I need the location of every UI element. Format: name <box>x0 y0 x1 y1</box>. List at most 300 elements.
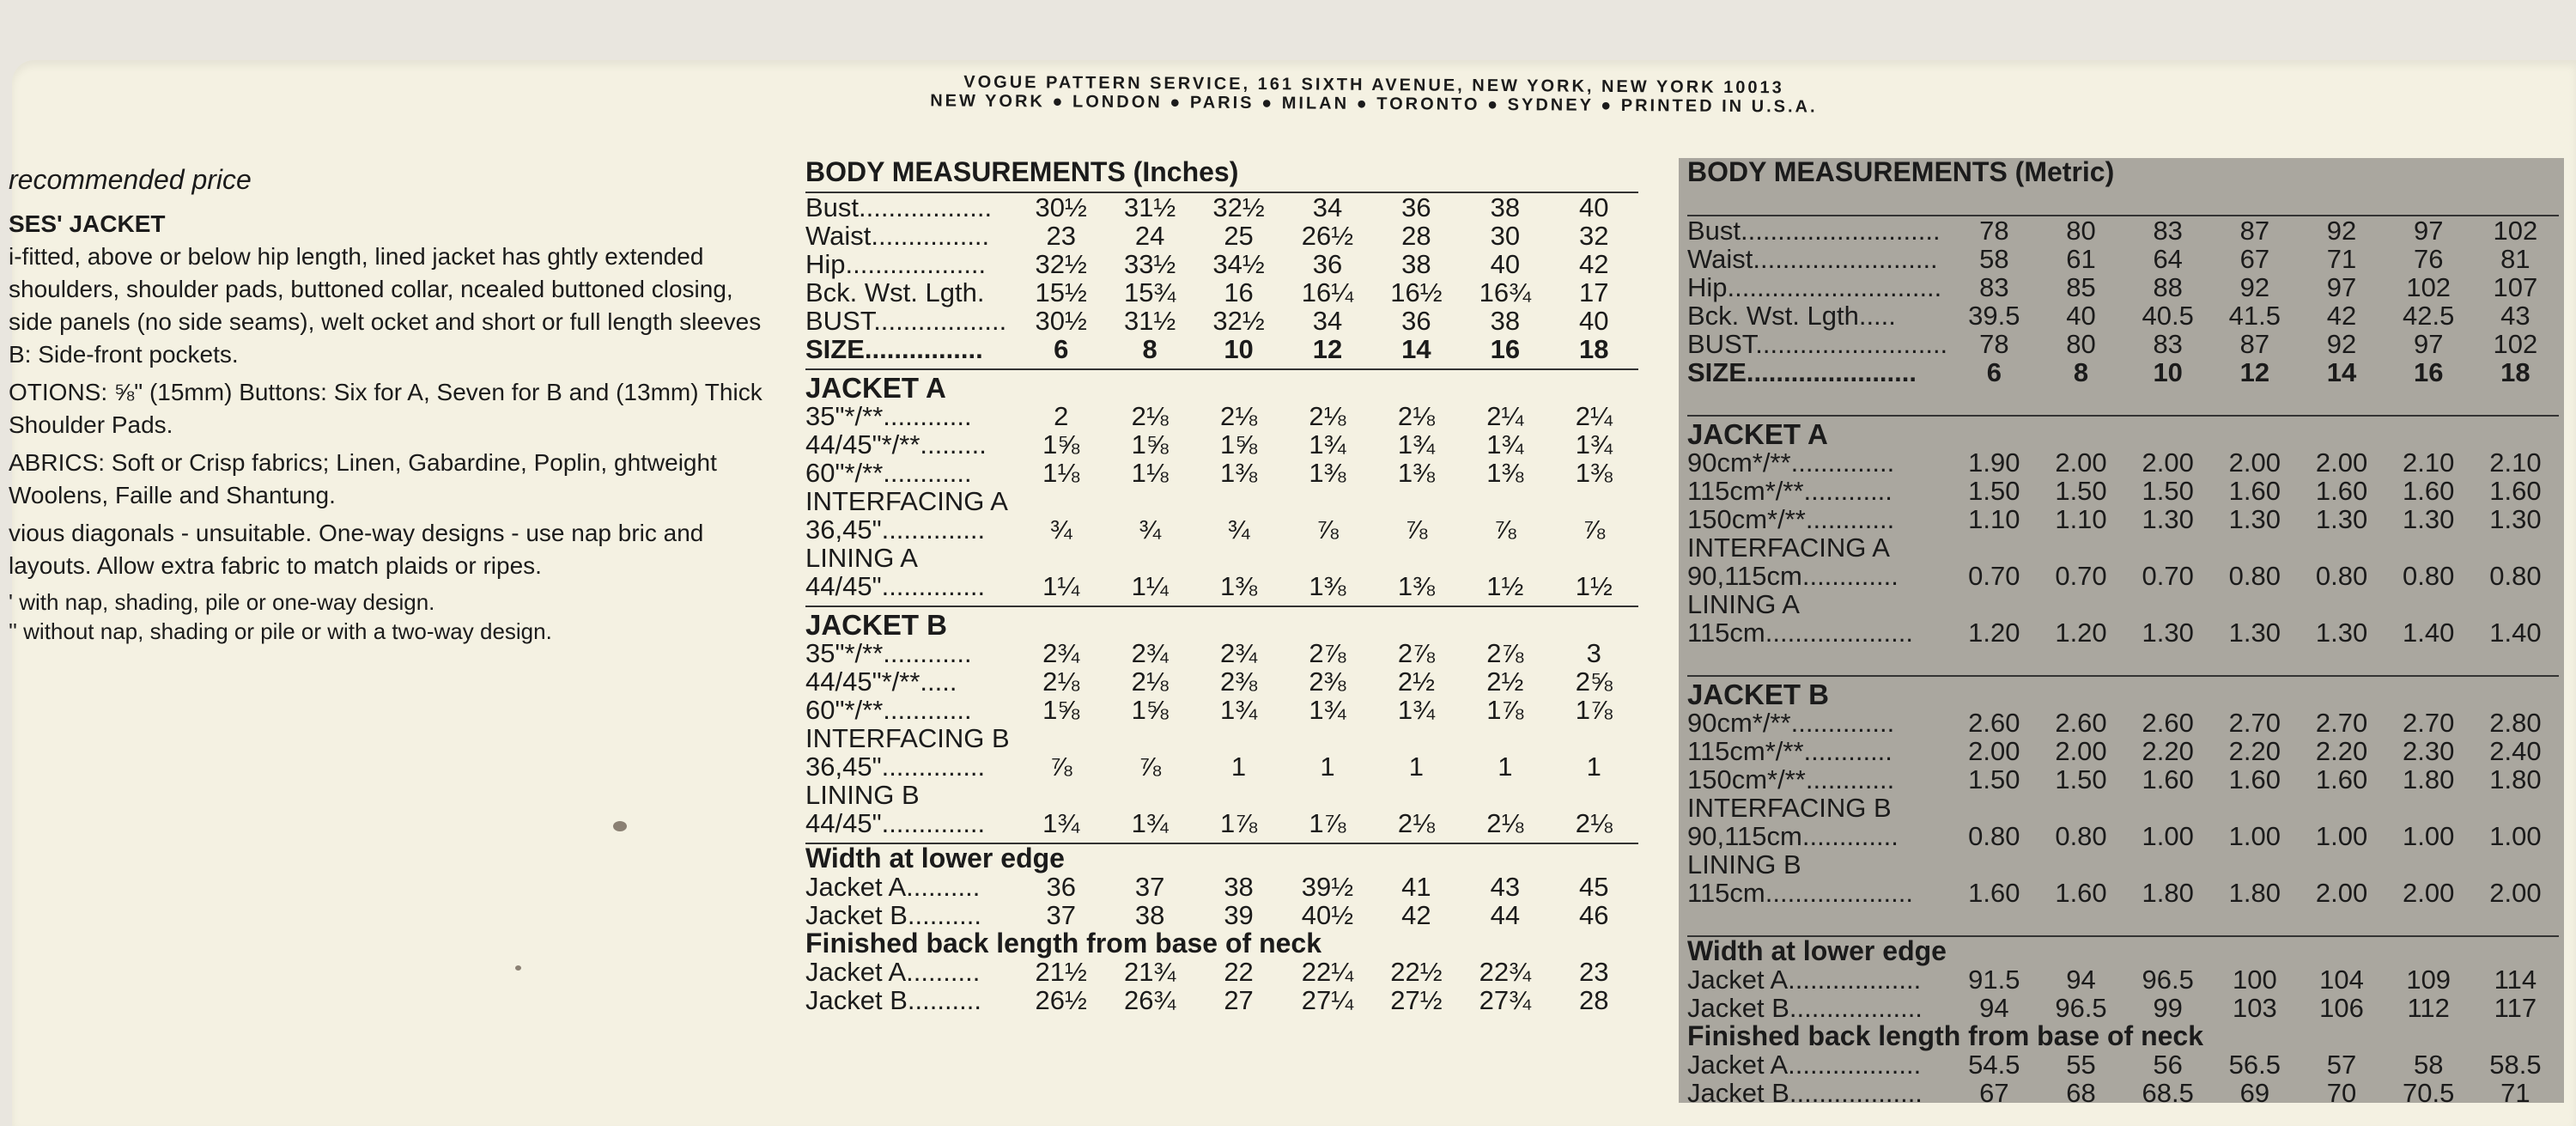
measurement-row <box>1687 1050 2559 1079</box>
value-cell: 91.5 <box>1968 965 2020 995</box>
value-cell: 1⅜ <box>1486 458 1524 488</box>
value-cell: 2⅞ <box>1397 638 1435 668</box>
value-cell: 1 <box>1586 752 1601 782</box>
size-row <box>805 335 1638 363</box>
value-cell: 10 <box>2153 357 2183 387</box>
publisher-cities: NEW YORK ● LONDON ● PARIS ● MILAN ● TORONTO ● SYDNEY ● PRINTED IN U.S.A. <box>930 91 1818 117</box>
measurement-row <box>1687 562 2559 590</box>
metric-measurement-table <box>1687 158 2559 1107</box>
jacket-section-title-row <box>1687 676 2559 709</box>
width-lower-edge-title: Width at lower edge <box>805 843 1065 873</box>
value-cell: 97 <box>2326 272 2357 302</box>
value-cell: 2⅛ <box>1042 666 1080 697</box>
value-cell: 96.5 <box>2055 993 2107 1023</box>
value-cell: 1¾ <box>1309 429 1346 460</box>
value-cell: 1⅛ <box>1042 458 1080 488</box>
value-cell: 102 <box>2493 216 2538 246</box>
measurement-row <box>805 809 1638 837</box>
row-label: 36,45".............. <box>805 514 986 545</box>
value-cell: 16¾ <box>1479 277 1531 307</box>
value-cell: 64 <box>2153 244 2183 274</box>
value-cell: 1.50 <box>2055 476 2107 506</box>
measurement-row <box>805 307 1638 335</box>
measurement-row <box>805 430 1638 459</box>
value-cell: 103 <box>2232 993 2277 1023</box>
value-cell: 1.20 <box>1968 618 2020 648</box>
lining-title-row <box>1687 850 2559 879</box>
value-cell: 68.5 <box>2142 1078 2194 1108</box>
row-label: 150cm*/**............ <box>1687 764 1895 794</box>
value-cell: 6 <box>1986 357 2002 387</box>
value-cell: 1.60 <box>2403 476 2455 506</box>
value-cell: 2⅛ <box>1397 808 1435 838</box>
row-label: BUST.......................... <box>1687 329 1948 359</box>
value-cell: 40 <box>1579 192 1609 222</box>
value-cell: 33½ <box>1123 249 1176 279</box>
measurement-row <box>1687 965 2559 994</box>
value-cell: 26½ <box>1035 985 1087 1015</box>
value-cell: 1.40 <box>2403 618 2455 648</box>
value-cell: 17 <box>1579 277 1609 307</box>
value-cell: 27 <box>1224 985 1254 1015</box>
value-cell: 27½ <box>1390 985 1443 1015</box>
row-label: Bust.................. <box>805 192 993 222</box>
row-label: 36,45".............. <box>805 752 986 782</box>
value-cell: 14 <box>1401 334 1431 364</box>
value-cell: 1.30 <box>2315 618 2368 648</box>
recommended-price-label: recommended price <box>9 164 252 195</box>
value-cell: 2.00 <box>2055 447 2107 478</box>
value-cell: 14 <box>2326 357 2357 387</box>
value-cell: 25 <box>1224 221 1254 251</box>
value-cell: 1¾ <box>1309 695 1346 725</box>
measurement-row <box>805 515 1638 544</box>
value-cell: 2½ <box>1486 666 1524 697</box>
row-label: Jacket B.......... <box>805 900 982 930</box>
value-cell: 94 <box>2066 965 2096 995</box>
value-cell: 2⅛ <box>1131 401 1169 431</box>
value-cell: 2¼ <box>1575 401 1613 431</box>
value-cell: 1.30 <box>2228 504 2281 534</box>
measurement-row <box>1687 273 2559 301</box>
measurement-row <box>805 667 1638 696</box>
value-cell: 18 <box>2500 357 2530 387</box>
publisher-address: VOGUE PATTERN SERVICE, 161 SIXTH AVENUE, NEW YORK, NEW YORK 10013 <box>963 72 1784 98</box>
measurement-row <box>805 572 1638 600</box>
jacket-section-title-row <box>805 606 1638 639</box>
value-cell: 38 <box>1224 872 1254 902</box>
value-cell: 97 <box>2413 216 2444 246</box>
interfacing-title: INTERFACING A <box>1687 533 1890 563</box>
value-cell: 0.80 <box>2403 561 2455 591</box>
value-cell: 1.80 <box>2142 878 2194 908</box>
value-cell: 30½ <box>1035 306 1087 336</box>
value-cell: 2¼ <box>1486 401 1524 431</box>
value-cell: 22¼ <box>1301 957 1354 987</box>
value-cell: 1 <box>1408 752 1425 782</box>
value-cell: 1⅞ <box>1486 695 1524 725</box>
value-cell: 26¾ <box>1123 985 1176 1015</box>
value-cell: 83 <box>2153 216 2183 246</box>
value-cell: 2.20 <box>2228 736 2281 766</box>
value-cell: 58 <box>1979 244 2009 274</box>
value-cell: 83 <box>1979 272 2009 302</box>
value-cell: 12 <box>2239 357 2270 387</box>
value-cell: 55 <box>2066 1050 2096 1080</box>
value-cell: 2.70 <box>2315 708 2368 738</box>
row-label: Jacket A.................. <box>1687 1050 1922 1080</box>
value-cell: 1¼ <box>1042 571 1080 601</box>
value-cell: 2.60 <box>2055 708 2107 738</box>
measurement-row <box>1687 448 2559 477</box>
value-cell: 2⅝ <box>1575 666 1613 697</box>
rule-cell <box>805 186 1638 192</box>
value-cell: 54.5 <box>1968 1050 2020 1080</box>
rule-cell <box>1687 186 2559 216</box>
row-label: 60"*/**............ <box>805 458 972 488</box>
measurement-row <box>1687 822 2559 850</box>
value-cell: 8 <box>1142 334 1157 364</box>
value-cell: 109 <box>2406 965 2451 995</box>
value-cell: 1⅛ <box>1131 458 1169 488</box>
value-cell: 1¾ <box>1486 429 1524 460</box>
value-cell: 1⅝ <box>1131 695 1169 725</box>
row-label: 60"*/**............ <box>805 695 972 725</box>
row-label: 115cm.................... <box>1687 878 1914 908</box>
interfacing-title-row <box>805 724 1638 752</box>
value-cell: 2⅞ <box>1309 638 1346 668</box>
measurement-row <box>805 192 1638 222</box>
row-label: 44/45"*/**......... <box>805 429 987 460</box>
lining-title: LINING A <box>805 543 918 573</box>
value-cell: 0.70 <box>1968 561 2020 591</box>
value-cell: 39 <box>1224 900 1254 930</box>
value-cell: 2⅜ <box>1309 666 1346 697</box>
value-cell: 1.30 <box>2228 618 2281 648</box>
table-rule <box>1687 386 2559 416</box>
value-cell: 1.50 <box>2055 764 2107 794</box>
table-rule <box>805 186 1638 192</box>
value-cell: 1⅜ <box>1397 571 1435 601</box>
value-cell: 39½ <box>1301 872 1354 902</box>
row-label: 150cm*/**............ <box>1687 504 1895 534</box>
value-cell: 83 <box>2153 329 2183 359</box>
value-cell: 32½ <box>1212 192 1265 222</box>
value-cell: 1.60 <box>2055 878 2107 908</box>
value-cell: 78 <box>1979 329 2009 359</box>
value-cell: 67 <box>2239 244 2270 274</box>
value-cell: ⅞ <box>1049 752 1072 782</box>
measurement-row <box>805 402 1638 430</box>
value-cell: 22½ <box>1390 957 1443 987</box>
value-cell: 1.80 <box>2489 764 2542 794</box>
measurement-row <box>805 901 1638 929</box>
value-cell: 2.00 <box>1968 736 2020 766</box>
value-cell: 28 <box>1579 985 1609 1015</box>
rule-cell <box>1687 647 2559 676</box>
value-cell: 43 <box>1490 872 1521 902</box>
row-label: Jacket B.................. <box>1687 993 1923 1023</box>
value-cell: 2.30 <box>2403 736 2455 766</box>
value-cell: 38 <box>1134 900 1165 930</box>
value-cell: 80 <box>2066 216 2096 246</box>
jacket-section-title: JACKET B <box>1687 679 1830 710</box>
measurement-row <box>805 752 1638 781</box>
value-cell: 1.10 <box>2055 504 2107 534</box>
value-cell: 1.30 <box>2315 504 2368 534</box>
value-cell: 1 <box>1320 752 1335 782</box>
value-cell: 69 <box>2239 1078 2270 1108</box>
measurement-row <box>805 278 1638 307</box>
value-cell: 2.70 <box>2403 708 2455 738</box>
measurement-row <box>805 639 1638 667</box>
inches-measurement-table <box>805 158 1638 1014</box>
value-cell: 102 <box>2406 272 2451 302</box>
measurement-row <box>1687 737 2559 765</box>
value-cell: 27¼ <box>1301 985 1354 1015</box>
row-label: 35"*/**............ <box>805 401 972 431</box>
back-length-title-row <box>805 929 1638 958</box>
row-label: Bck. Wst. Lgth..... <box>1687 301 1896 331</box>
value-cell: 31½ <box>1123 306 1176 336</box>
value-cell: 28 <box>1401 221 1431 251</box>
value-cell: 71 <box>2326 244 2357 274</box>
value-cell: 2.00 <box>2315 447 2368 478</box>
value-cell: 1¾ <box>1575 429 1613 460</box>
value-cell: 1.20 <box>2055 618 2107 648</box>
value-cell: 40 <box>1490 249 1521 279</box>
value-cell: 2.00 <box>2403 878 2455 908</box>
description-column <box>9 163 781 646</box>
measurement-row <box>805 986 1638 1014</box>
table-rule <box>1687 647 2559 676</box>
value-cell: 18 <box>1579 334 1609 364</box>
value-cell: 37 <box>1134 872 1165 902</box>
row-label: SIZE................ <box>805 334 983 364</box>
value-cell: 97 <box>2413 329 2444 359</box>
jacket-section-title: JACKET A <box>805 372 946 404</box>
value-cell: 1.80 <box>2228 878 2281 908</box>
value-cell: 92 <box>2326 329 2357 359</box>
value-cell: 2.20 <box>2142 736 2194 766</box>
table-rule <box>1687 907 2559 936</box>
value-cell: 1.60 <box>1968 878 2020 908</box>
lining-title-row <box>1687 590 2559 618</box>
value-cell: 15½ <box>1035 277 1087 307</box>
row-label: SIZE....................... <box>1687 357 1917 387</box>
value-cell: 2.60 <box>2142 708 2194 738</box>
interfacing-title: INTERFACING A <box>805 486 1008 516</box>
value-cell: 1½ <box>1486 571 1524 601</box>
measurement-row <box>1687 245 2559 273</box>
row-label: 44/45".............. <box>805 571 986 601</box>
rule-cell <box>805 600 1638 606</box>
value-cell: 34 <box>1312 192 1343 222</box>
value-cell: 2 <box>1054 401 1069 431</box>
value-cell: 36 <box>1401 306 1431 336</box>
measurement-row <box>805 222 1638 250</box>
value-cell: 2⅛ <box>1309 401 1346 431</box>
value-cell: 44 <box>1490 900 1521 930</box>
row-label: Jacket A.................. <box>1687 965 1922 995</box>
value-cell: 30 <box>1490 221 1521 251</box>
value-cell: 26½ <box>1301 221 1354 251</box>
value-cell: 0.80 <box>2489 561 2542 591</box>
width-lower-edge-title-row <box>1687 936 2559 965</box>
body-measurements-title: BODY MEASUREMENTS (Metric) <box>1687 156 2115 187</box>
rule-cell <box>1687 386 2559 416</box>
table-rule <box>805 600 1638 606</box>
value-cell: 36 <box>1401 192 1431 222</box>
value-cell: 2¾ <box>1131 638 1169 668</box>
rule-cell <box>805 363 1638 369</box>
measurement-row <box>1687 765 2559 794</box>
value-cell: 1 <box>1230 752 1247 782</box>
width-lower-edge-title: Width at lower edge <box>1687 935 1947 966</box>
value-cell: 71 <box>2500 1078 2530 1108</box>
size-row <box>1687 358 2559 386</box>
value-cell: 1¾ <box>1220 695 1258 725</box>
value-cell: 2⅛ <box>1220 401 1258 431</box>
value-cell: 106 <box>2319 993 2364 1023</box>
value-cell: 80 <box>2066 329 2096 359</box>
value-cell: 1.00 <box>2228 821 2281 851</box>
row-label: Jacket B.................. <box>1687 1078 1923 1108</box>
value-cell: 1⅜ <box>1220 458 1258 488</box>
value-cell: 78 <box>1979 216 2009 246</box>
value-cell: 2⅛ <box>1131 666 1169 697</box>
value-cell: 0.70 <box>2142 561 2194 591</box>
value-cell: 22¾ <box>1479 957 1531 987</box>
value-cell: 1 <box>1498 752 1513 782</box>
value-cell: 2.70 <box>2228 708 2281 738</box>
value-cell: 70 <box>2326 1078 2357 1108</box>
value-cell: 40 <box>1579 306 1609 336</box>
value-cell: 114 <box>2494 965 2537 995</box>
value-cell: 45 <box>1579 872 1609 902</box>
value-cell: 1.80 <box>2403 764 2455 794</box>
value-cell: 1.60 <box>2315 476 2368 506</box>
value-cell: 56.5 <box>2228 1050 2281 1080</box>
value-cell: 68 <box>2066 1078 2096 1108</box>
value-cell: ⅞ <box>1405 514 1428 545</box>
interfacing-title: INTERFACING B <box>1687 793 1892 823</box>
value-cell: 32½ <box>1035 249 1087 279</box>
value-cell: 2.00 <box>2228 447 2281 478</box>
value-cell: 92 <box>2326 216 2357 246</box>
value-cell: 2⅛ <box>1575 808 1613 838</box>
value-cell: 41.5 <box>2228 301 2281 331</box>
value-cell: 58 <box>2413 1050 2444 1080</box>
value-cell: 1.50 <box>2142 476 2194 506</box>
value-cell: 2⅜ <box>1220 666 1258 697</box>
value-cell: 88 <box>2153 272 2183 302</box>
value-cell: 57 <box>2326 1050 2357 1080</box>
value-cell: 2¾ <box>1220 638 1258 668</box>
value-cell: 2⅞ <box>1486 638 1524 668</box>
value-cell: 15¾ <box>1123 277 1176 307</box>
measurement-row <box>805 250 1638 278</box>
value-cell: 6 <box>1054 334 1069 364</box>
value-cell: 61 <box>2066 244 2096 274</box>
pattern-description: i-fitted, above or below hip length, lined jacket has ghtly extended shoulders, shoulder pads, buttoned collar, ncealed buttoned closing, side panels (no side seams), welt ocket and short or full length sleeves B: Side-front pockets. <box>9 243 762 368</box>
value-cell: 23 <box>1579 957 1609 987</box>
value-cell: 16 <box>1490 334 1521 364</box>
value-cell: 1.00 <box>2315 821 2368 851</box>
value-cell: 16 <box>1224 277 1254 307</box>
value-cell: 1¾ <box>1397 695 1435 725</box>
value-cell: 96.5 <box>2142 965 2194 995</box>
value-cell: 1.10 <box>1968 504 2020 534</box>
value-cell: 0.80 <box>1968 821 2020 851</box>
value-cell: 40 <box>2066 301 2096 331</box>
value-cell: 2.60 <box>1968 708 2020 738</box>
stain-spot <box>613 821 627 831</box>
value-cell: 27¾ <box>1479 985 1531 1015</box>
measurement-row <box>1687 330 2559 358</box>
value-cell: 2.00 <box>2142 447 2194 478</box>
value-cell: 81 <box>2500 244 2530 274</box>
measurement-row <box>1687 301 2559 330</box>
value-cell: 1⅝ <box>1042 429 1080 460</box>
value-cell: 30½ <box>1035 192 1087 222</box>
value-cell: 22 <box>1224 957 1254 987</box>
width-lower-edge-title-row <box>805 843 1638 873</box>
value-cell: 1⅝ <box>1042 695 1080 725</box>
jacket-section-title-row <box>1687 416 2559 448</box>
value-cell: 85 <box>2066 272 2096 302</box>
value-cell: 1.60 <box>2489 476 2542 506</box>
value-cell: 1.30 <box>2489 504 2542 534</box>
value-cell: 1.40 <box>2489 618 2542 648</box>
back-length-title: Finished back length from base of neck <box>1687 1020 2204 1051</box>
value-cell: 58.5 <box>2489 1050 2542 1080</box>
row-label: 44/45".............. <box>805 808 986 838</box>
value-cell: 112 <box>2407 993 2450 1023</box>
back-length-title-row <box>1687 1022 2559 1050</box>
value-cell: 1.50 <box>1968 476 2020 506</box>
value-cell: 36 <box>1046 872 1076 902</box>
value-cell: 1.30 <box>2403 504 2455 534</box>
value-cell: 1.60 <box>2142 764 2194 794</box>
measurement-row <box>805 459 1638 487</box>
row-label: 90cm*/**.............. <box>1687 447 1895 478</box>
value-cell: 8 <box>2073 357 2089 387</box>
value-cell: ⅞ <box>1493 514 1516 545</box>
value-cell: 0.80 <box>2055 821 2107 851</box>
value-cell: 32½ <box>1212 306 1265 336</box>
row-label: 115cm*/**............ <box>1687 476 1893 506</box>
diagonals-text: vious diagonals - unsuitable. One-way designs - use nap bric and layouts. Allow extra fabric to match plaids or ripes. <box>9 520 704 579</box>
value-cell: 1½ <box>1575 571 1613 601</box>
value-cell: 38 <box>1401 249 1431 279</box>
row-label: Bck. Wst. Lgth. <box>805 277 985 307</box>
value-cell: 2.10 <box>2489 447 2542 478</box>
value-cell: 1⅜ <box>1397 458 1435 488</box>
value-cell: 32 <box>1579 221 1609 251</box>
value-cell: 21½ <box>1035 957 1087 987</box>
body-measurements-title: BODY MEASUREMENTS (Inches) <box>805 156 1239 187</box>
measurement-row <box>805 958 1638 986</box>
value-cell: 46 <box>1579 900 1609 930</box>
value-cell: 2.00 <box>2055 736 2107 766</box>
value-cell: 40.5 <box>2142 301 2194 331</box>
measurement-row <box>1687 879 2559 907</box>
value-cell: 0.70 <box>2055 561 2107 591</box>
value-cell: 1¾ <box>1131 808 1169 838</box>
value-cell: 31½ <box>1123 192 1176 222</box>
body-measurements-title-row <box>1687 158 2559 186</box>
